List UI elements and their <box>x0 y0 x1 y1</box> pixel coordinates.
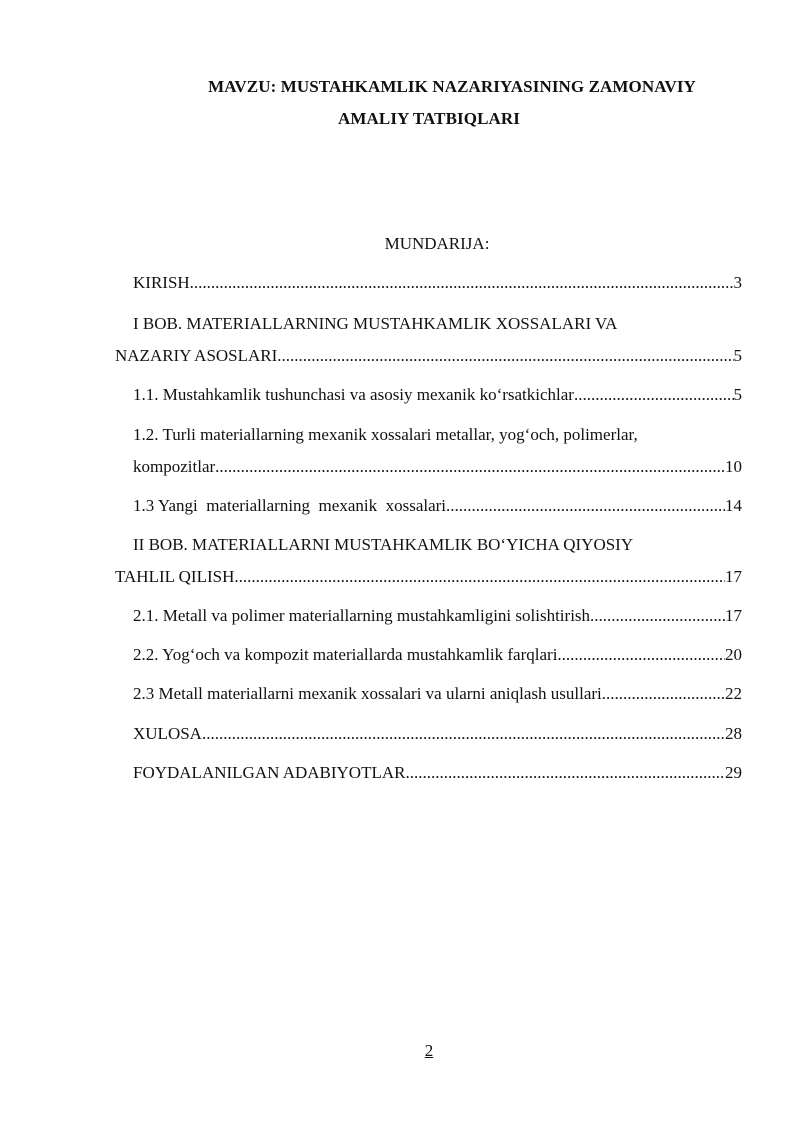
toc-entry-label: KIRISH <box>133 273 190 292</box>
dot-leader <box>202 724 725 744</box>
toc-entry-page: 17 <box>725 567 742 586</box>
toc-heading: MUNDARIJA: <box>384 234 490 253</box>
toc-entry-2-3 <box>133 684 742 704</box>
dot-leader <box>590 606 725 626</box>
toc-entry-page: 22 <box>725 684 742 703</box>
toc-entry-label: 2.1. Metall va polimer materiallarning mustahkamligini solishtirish <box>133 606 591 625</box>
toc-entry-2-2 <box>133 645 742 665</box>
toc-entry-label: FOYDALANILGAN ADABIYOTLAR <box>133 763 406 782</box>
toc-entry-label: 2.3 Metall materiallarni mexanik xossalari va ularni aniqlash usullari <box>133 684 602 703</box>
toc-entry-page: 5 <box>733 346 742 365</box>
toc-entry-label: TAHLIL QILISH <box>115 567 235 586</box>
toc-entry-references <box>133 763 742 783</box>
dot-leader <box>557 645 725 665</box>
toc-entry-page: 20 <box>725 645 742 664</box>
page-number: 2 <box>424 1041 434 1060</box>
toc-entry-1-1 <box>133 385 742 405</box>
toc-entry-1-2 <box>133 457 742 477</box>
toc-entry-label: NAZARIY ASOSLARI <box>115 346 278 365</box>
dot-leader <box>190 273 734 293</box>
dot-leader <box>602 684 725 704</box>
toc-entry-chapter-1 <box>115 346 742 366</box>
toc-entry-chapter-1-first-line: I BOB. MATERIALLARNING MUSTAHKAMLIK XOSSALARI VA <box>133 314 618 333</box>
toc-entry-page: 29 <box>725 763 742 782</box>
toc-entry-kirish <box>133 273 742 293</box>
toc-entry-xulosa <box>133 724 742 744</box>
toc-entry-chapter-2 <box>115 567 742 587</box>
dot-leader <box>446 496 725 516</box>
toc-entry-page: 3 <box>733 273 742 292</box>
dot-leader <box>234 567 725 587</box>
dot-leader <box>574 385 734 405</box>
toc-entry-label: kompozitlar <box>133 457 216 476</box>
toc-entry-page: 17 <box>725 606 742 625</box>
toc-entry-1-2-first-line: 1.2. Turli materiallarning mexanik xossalari metallar, yog‘och, polimerlar, <box>133 425 638 444</box>
dot-leader <box>405 763 725 783</box>
toc-entry-page: 28 <box>725 724 742 743</box>
toc-entry-page: 14 <box>725 496 742 515</box>
toc-entry-label: 2.2. Yog‘och va kompozit materiallarda mustahkamlik farqlari <box>133 645 558 664</box>
toc-entry-1-3 <box>133 496 742 516</box>
dot-leader <box>215 457 725 477</box>
toc-entry-page: 10 <box>725 457 742 476</box>
toc-entry-2-1 <box>133 606 742 626</box>
dot-leader <box>277 346 733 366</box>
document-title-line-1: MAVZU: MUSTAHKAMLIK NAZARIYASINING ZAMONAVIY <box>208 77 696 96</box>
document-title-line-2: AMALIY TATBIQLARI <box>338 109 520 128</box>
toc-entry-chapter-2-first-line: II BOB. MATERIALLARNI MUSTAHKAMLIK BO‘YICHA QIYOSIY <box>133 535 634 554</box>
toc-entry-label: 1.1. Mustahkamlik tushunchasi va asosiy mexanik ko‘rsatkichlar <box>133 385 574 404</box>
toc-entry-label: 1.3 Yangi materiallarning mexanik xossalari <box>133 496 447 515</box>
toc-entry-page: 5 <box>733 385 742 404</box>
toc-entry-label: XULOSA <box>133 724 202 743</box>
